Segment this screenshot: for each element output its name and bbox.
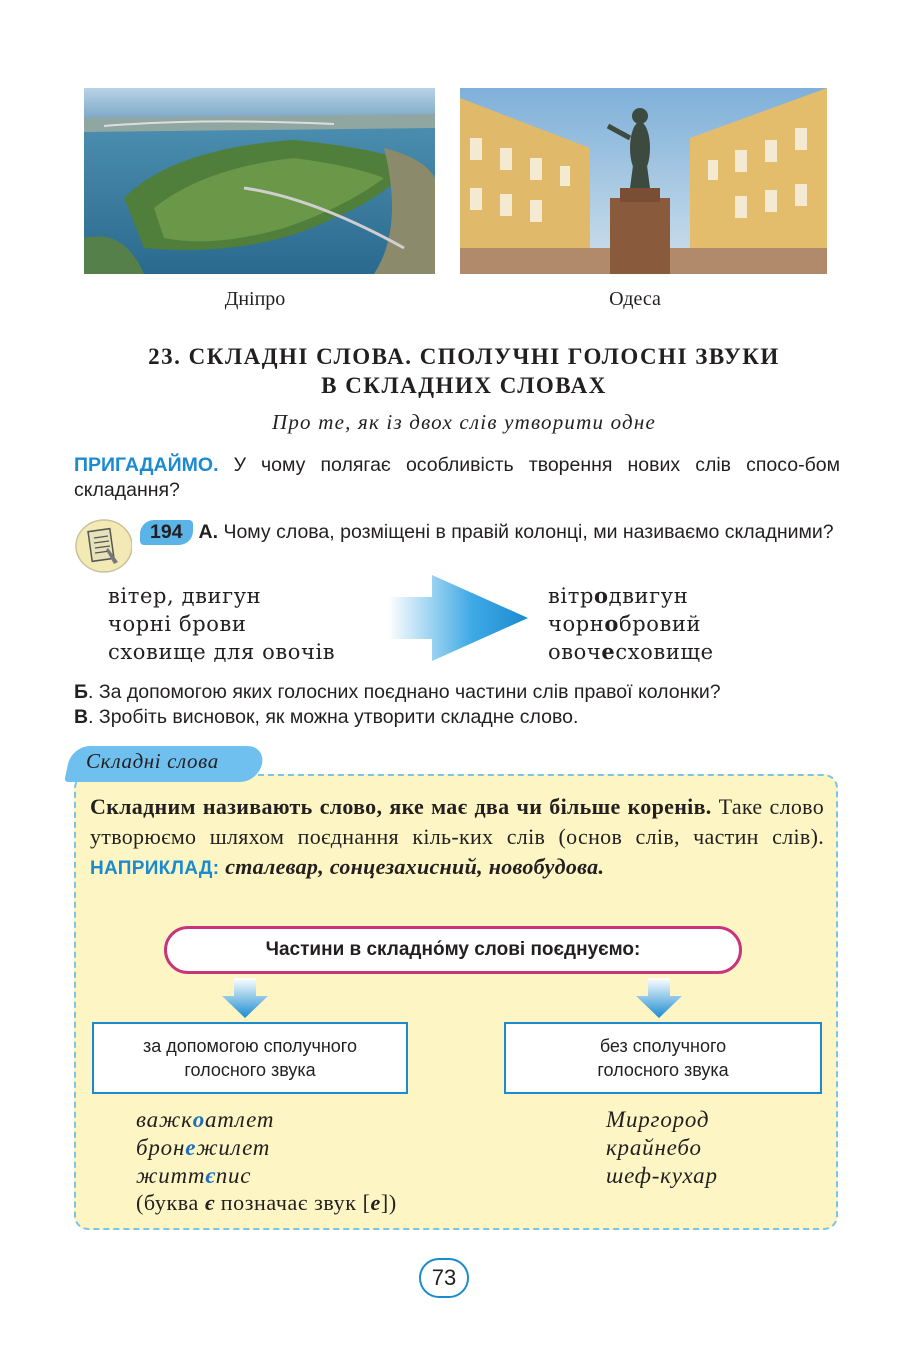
recall-text: У чому полягає особливість творення нових слів спосо-бом складання?: [74, 454, 840, 501]
lesson-title-line2: В СКЛАДНИХ СЛОВАХ: [321, 373, 607, 398]
notebook-icon: [72, 518, 132, 574]
lesson-title-line1: 23. СКЛАДНІ СЛОВА. СПОЛУЧНІ ГОЛОСНІ ЗВУКИ: [148, 344, 780, 369]
exercise-part-b: Б. За допомогою яких голосних поєднано частини слів правої колонки?: [74, 681, 721, 703]
with-connecting-vowel-box: за допомогою сполучного голосного звука: [92, 1022, 408, 1094]
recall-paragraph: [74, 453, 840, 503]
page-number: 73: [419, 1258, 469, 1298]
exercise-number-badge: 194: [140, 520, 193, 545]
without-connecting-vowel-box: без сполучного голосного звука: [504, 1022, 822, 1094]
with-vowel-examples: [136, 1106, 274, 1190]
left-word: чорні брови: [108, 612, 247, 636]
letter-note: (буква є позначає звук [е]): [136, 1190, 397, 1215]
left-word-column: [108, 582, 335, 666]
example-word: крайнебо: [606, 1135, 702, 1160]
example-word: важкоатлет: [136, 1107, 275, 1132]
exercise-part-a-text: Чому слова, розміщені в правій колонці, ми називаємо складними?: [218, 521, 834, 543]
combine-parts-pill: Частини в складно́му слові поєднуємо:: [164, 926, 742, 974]
lesson-subtitle: Про те, як із двох слів утворити одне: [271, 410, 657, 434]
exercise-part-a-label: А.: [198, 521, 219, 543]
odesa-caption: Одеса: [609, 288, 661, 310]
example-word: життєпис: [136, 1163, 252, 1188]
right-word-column: [548, 582, 714, 666]
dnipro-caption: Дніпро: [224, 288, 286, 310]
rule-bold-text: Складним називають слово, яке має два чи більше коренів.: [90, 794, 712, 819]
rule-definition: [90, 792, 824, 884]
right-word: овочесховище: [548, 639, 714, 664]
recall-label: ПРИГАДАЙМО.: [74, 454, 219, 476]
left-word: сховище для овочів: [108, 640, 336, 664]
down-arrow-icon: [222, 978, 268, 1018]
down-arrow-icon: [636, 978, 682, 1018]
exercise-part-c: В. Зробіть висновок, як можна утворити складне слово.: [74, 706, 579, 728]
without-vowel-examples: [606, 1106, 718, 1190]
example-word: Миргород: [606, 1107, 710, 1132]
left-word: вітер, двигун: [108, 584, 262, 608]
rule-tag: Складні слова: [86, 749, 219, 773]
rule-text: Таке слово утворюємо шляхом поєднання кіль-ких слів (основ слів, частин слів).: [90, 794, 824, 849]
rule-examples: сталевар, сонцезахисний, новобудова.: [219, 854, 605, 879]
right-arrow-icon: [388, 575, 528, 661]
right-word: вітродвигун: [548, 583, 689, 608]
example-word: бронежилет: [136, 1135, 271, 1160]
dnipro-photo: [84, 88, 435, 274]
example-label: НАПРИКЛАД:: [90, 858, 220, 879]
odesa-photo: [460, 88, 827, 274]
right-word: чорнобровий: [548, 611, 702, 636]
exercise-194-part-a: [140, 520, 840, 545]
example-word: шеф-кухар: [606, 1163, 718, 1188]
